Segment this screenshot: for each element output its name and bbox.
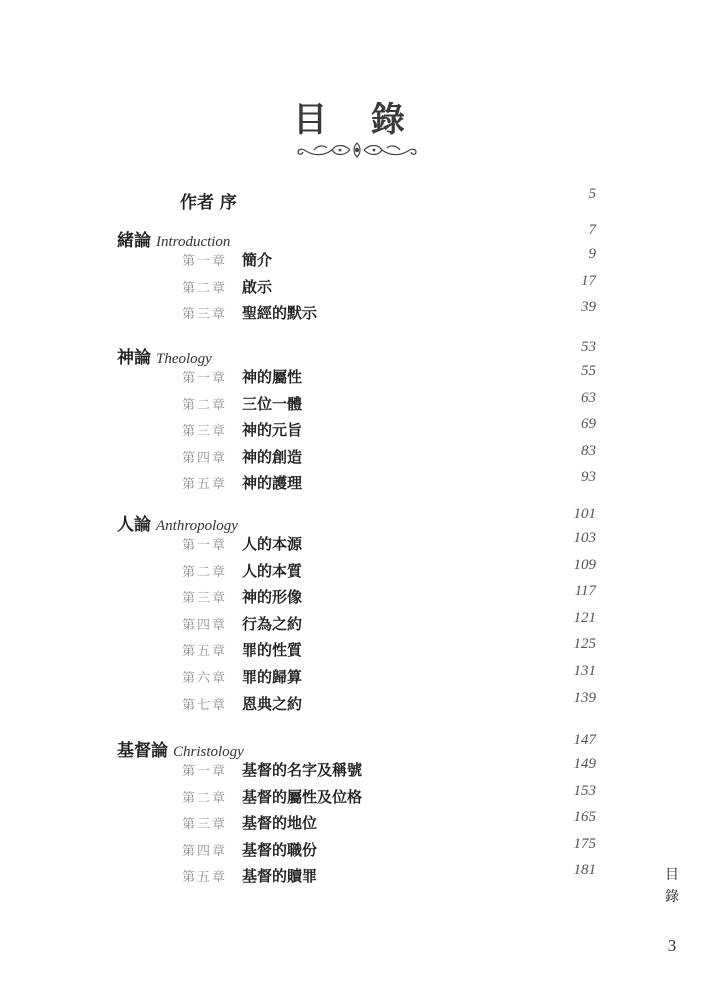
toc-chapter-row [0, 756, 714, 782]
chapter-title: 人的本源 [242, 535, 303, 553]
page-ref: 175 [573, 835, 596, 852]
toc-chapter-row [0, 836, 714, 862]
chapter-title: 罪的性質 [242, 641, 303, 660]
chapter-title: 聖經的默示 [242, 304, 318, 323]
toc-chapter-row [0, 416, 714, 442]
chapter-label: 第五章 [182, 644, 228, 660]
page-ref: 39 [581, 299, 596, 316]
page-ref: 83 [581, 442, 596, 459]
chapter-title: 神的護理 [242, 474, 303, 493]
page-title: 目 錄 [293, 100, 421, 140]
page-ref: 55 [581, 363, 596, 379]
chapter-title: 基督的地位 [242, 814, 318, 833]
chapter-title: 基督的贖罪 [242, 867, 318, 886]
chapter-title: 恩典之約 [242, 694, 303, 713]
chapter-label: 第四章 [182, 617, 228, 633]
chapter-title: 基督的屬性及位格 [242, 787, 363, 806]
chapter-label: 第四章 [182, 450, 228, 466]
chapter-label: 第六章 [182, 671, 228, 686]
page-ref: 117 [574, 583, 596, 600]
toc-chapter-row [0, 610, 714, 636]
side-label-char: 目 [665, 867, 679, 883]
toc-preface-row [0, 186, 714, 212]
toc-chapter-row [0, 299, 714, 325]
toc-chapter-row [0, 246, 714, 272]
toc-chapter-row [0, 273, 714, 299]
toc-chapter-row [0, 557, 714, 583]
page-number: 3 [667, 936, 677, 955]
page-ref: 125 [573, 636, 596, 653]
page-ref: 147 [573, 732, 596, 748]
part-title-zh: 人論 [117, 515, 151, 535]
chapter-label: 第二章 [182, 397, 228, 413]
page-ref: 17 [581, 272, 596, 289]
toc-chapter-row [0, 363, 714, 389]
toc-chapter-row [0, 663, 714, 689]
chapter-title: 神的元旨 [242, 421, 303, 440]
chapter-label: 第四章 [182, 843, 228, 859]
part-title-en: Anthropology [156, 518, 238, 534]
chapter-title: 罪的歸算 [242, 668, 303, 686]
chapter-label: 第二章 [182, 790, 228, 806]
toc-chapter-row [0, 809, 714, 835]
page-ref: 103 [573, 530, 596, 546]
chapter-title: 人的本質 [242, 561, 303, 580]
toc-chapter-row [0, 783, 714, 809]
chapter-label: 第五章 [182, 477, 228, 493]
chapter-title: 神的屬性 [242, 368, 303, 386]
toc-chapter-row [0, 530, 714, 556]
page-ref: 63 [581, 389, 596, 406]
side-label-char: 錄 [665, 889, 679, 905]
part-title-zh: 緒論 [117, 231, 151, 251]
chapter-title: 簡介 [242, 251, 273, 269]
page-ref: 139 [573, 689, 596, 706]
part-title-zh: 神論 [117, 348, 151, 368]
chapter-label: 第一章 [182, 371, 228, 386]
chapter-label: 第一章 [182, 764, 228, 779]
page-ref: 9 [588, 246, 596, 262]
toc-chapter-row [0, 583, 714, 609]
page-ref: 121 [573, 609, 596, 626]
page-ref: 109 [573, 556, 596, 573]
toc-chapter-row [0, 443, 714, 469]
page-ref: 131 [573, 663, 596, 679]
page-ref: 165 [573, 809, 596, 826]
chapter-label: 第三章 [182, 307, 228, 323]
toc-chapter-row [0, 862, 714, 888]
chapter-label: 第五章 [182, 870, 228, 886]
preface-title: 作者 序 [180, 193, 237, 213]
toc-chapter-row [0, 636, 714, 662]
scroll-ornament-icon [292, 138, 422, 164]
part-title-en: Christology [173, 744, 244, 760]
page-ref: 153 [573, 782, 596, 799]
chapter-label: 第七章 [182, 697, 228, 713]
page-ref: 5 [588, 186, 596, 202]
chapter-title: 神的創造 [242, 447, 303, 466]
chapter-title: 基督的職份 [242, 840, 318, 859]
chapter-label: 第一章 [182, 254, 228, 269]
toc-part-row [0, 339, 714, 368]
page-ref: 53 [581, 339, 596, 355]
toc-chapter-row [0, 390, 714, 416]
chapter-title: 神的形像 [242, 588, 303, 607]
page-ref: 7 [588, 222, 596, 238]
chapter-label: 第三章 [182, 591, 228, 607]
chapter-title: 基督的名字及稱號 [242, 761, 363, 779]
side-section-label [664, 864, 680, 908]
chapter-label: 第一章 [182, 538, 228, 553]
chapter-label: 第二章 [182, 280, 228, 296]
part-title-en: Introduction [156, 234, 231, 250]
toc-part-row [0, 222, 714, 251]
page-ref: 149 [573, 756, 596, 772]
part-title-en: Theology [156, 351, 212, 367]
chapter-label: 第三章 [182, 424, 228, 440]
toc-part-row [0, 506, 714, 535]
toc-chapter-row [0, 690, 714, 716]
chapter-label: 第三章 [182, 817, 228, 833]
page-ref: 101 [573, 506, 596, 522]
toc-chapter-row [0, 469, 714, 495]
chapter-title: 啟示 [242, 277, 273, 296]
chapter-title: 三位一體 [242, 394, 303, 413]
page-ref: 93 [581, 469, 596, 486]
page-ref: 181 [573, 862, 596, 879]
toc-part-row [0, 732, 714, 761]
part-title-zh: 基督論 [117, 741, 168, 761]
page-ref: 69 [581, 416, 596, 433]
chapter-label: 第二章 [182, 564, 228, 580]
chapter-title: 行為之約 [242, 614, 303, 633]
